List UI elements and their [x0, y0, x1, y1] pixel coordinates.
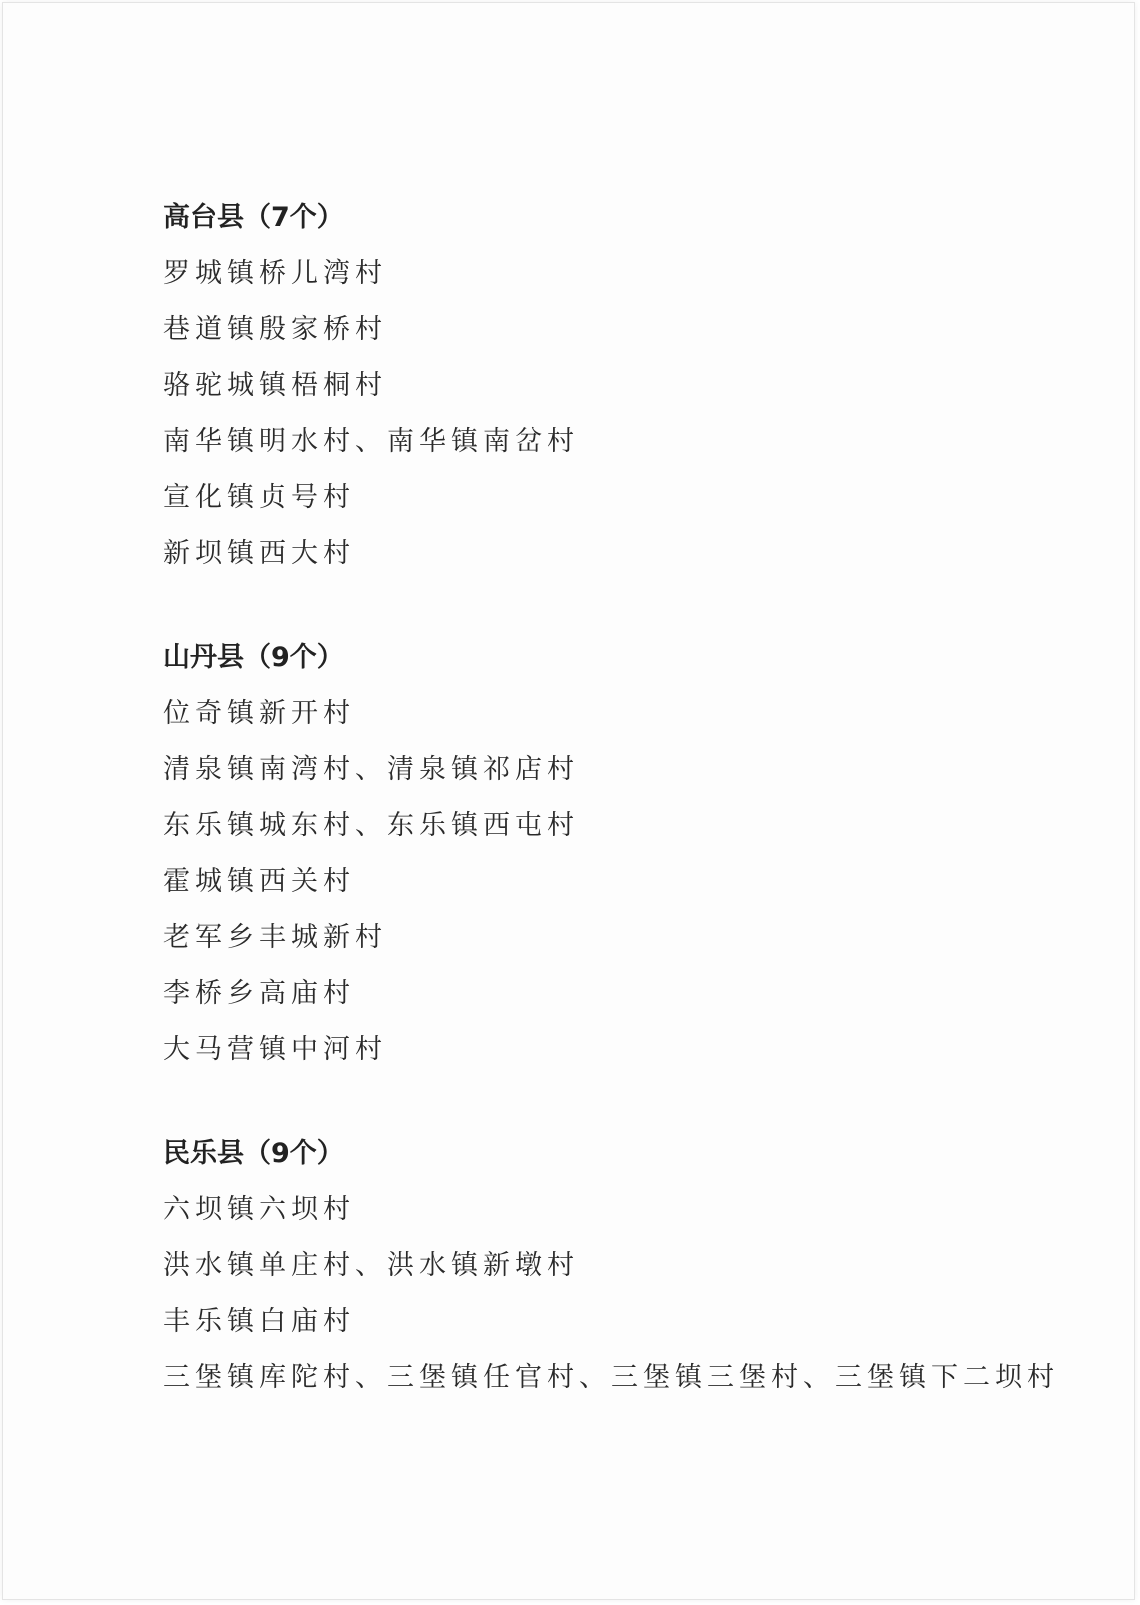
village-list-item: 三堡镇库陀村、三堡镇任官村、三堡镇三堡村、三堡镇下二坝村	[163, 1362, 1059, 1393]
county-heading: 民乐县（9个）	[163, 1138, 344, 1169]
village-list-item: 位奇镇新开村	[163, 698, 355, 729]
village-list-item: 大马营镇中河村	[163, 1034, 387, 1065]
village-list-item: 新坝镇西大村	[163, 538, 355, 569]
village-list-item: 罗城镇桥儿湾村	[163, 258, 387, 289]
village-list-item: 东乐镇城东村、东乐镇西屯村	[163, 810, 579, 841]
village-list-item: 巷道镇殷家桥村	[163, 314, 387, 345]
document-page	[2, 2, 1135, 1600]
village-list-item: 骆驼城镇梧桐村	[163, 370, 387, 401]
village-list-item: 霍城镇西关村	[163, 866, 355, 897]
village-list-item: 六坝镇六坝村	[163, 1194, 355, 1225]
village-list-item: 丰乐镇白庙村	[163, 1306, 355, 1337]
village-list-item: 宣化镇贞号村	[163, 482, 355, 513]
county-section-gaotai	[163, 190, 1063, 582]
county-section-minle	[163, 1126, 1063, 1406]
village-list-item: 李桥乡高庙村	[163, 978, 355, 1009]
village-list-item: 洪水镇单庄村、洪水镇新墩村	[163, 1250, 579, 1281]
county-heading: 山丹县（9个）	[163, 642, 344, 673]
village-list-item: 清泉镇南湾村、清泉镇祁店村	[163, 754, 579, 785]
document-content	[163, 190, 1063, 1454]
village-list-item: 南华镇明水村、南华镇南岔村	[163, 426, 579, 457]
village-list-item: 老军乡丰城新村	[163, 922, 387, 953]
county-section-shandan	[163, 630, 1063, 1078]
county-heading: 高台县（7个）	[163, 202, 344, 233]
